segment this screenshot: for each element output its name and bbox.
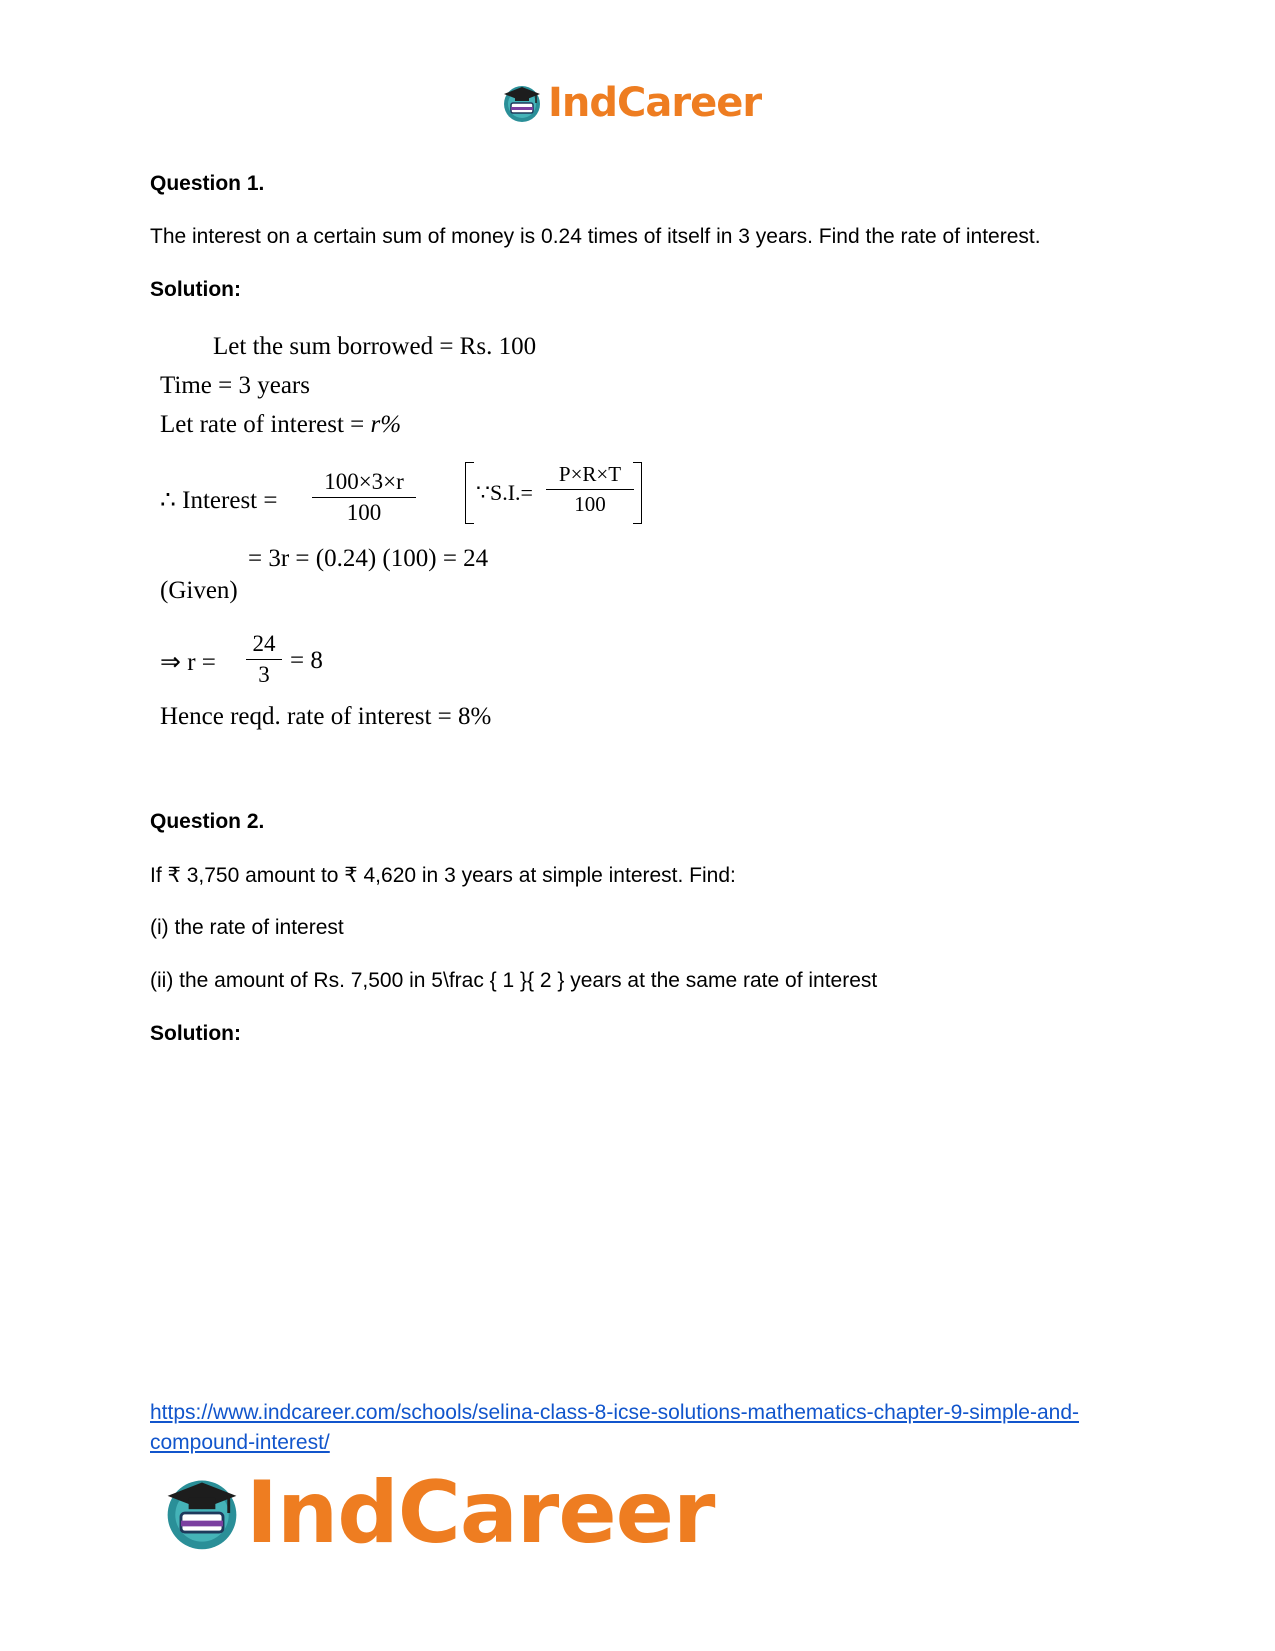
si-formula-bracket: [465, 462, 642, 524]
fraction-denominator: 100: [346, 500, 382, 525]
solution-line-equation: = 3r = (0.24) (100) = 24: [248, 545, 489, 572]
question-2-part-2: (ii) the amount of Rs. 7,500 in 5\frac { 1 }{ 2 } years at the same rate of interest: [150, 969, 878, 992]
solution-line-given: (Given): [160, 577, 238, 604]
solution-line-rate: Let rate of interest = r%: [160, 411, 402, 438]
solution-line-time: Time = 3 years: [160, 372, 310, 399]
r-result: = 8: [290, 647, 323, 674]
question-2-heading: Question 2.: [150, 810, 265, 833]
question-2-text: If ₹ 3,750 amount to ₹ 4,620 in 3 years at simple interest. Find:: [150, 864, 736, 887]
logo-wordmark: IndCareer: [246, 1463, 715, 1563]
question-1-text: The interest on a certain sum of money is 0.24 times of itself in 3 years. Find the rate of interest.: [150, 225, 1041, 248]
question-1-heading: Question 1.: [150, 172, 265, 195]
graduation-cap-globe-icon: [500, 81, 544, 125]
graduation-cap-globe-icon: [160, 1471, 244, 1555]
fraction-numerator: 100×3×r: [312, 469, 416, 498]
r-fraction: $\frac{24}{3}$: [246, 631, 282, 688]
question-1-solution-label: Solution:: [150, 278, 241, 301]
interest-fraction: [312, 469, 416, 526]
question-2-part-1: (i) the rate of interest: [150, 916, 344, 939]
header-logo: [500, 78, 761, 128]
question-2-solution-label: Solution:: [150, 1022, 241, 1045]
logo-wordmark: IndCareer: [548, 80, 762, 126]
source-link[interactable]: https://www.indcareer.com/schools/selina-class-8-icse-solutions-mathematics-chapter-9-simple-and-compound-interest/: [150, 1401, 1080, 1454]
si-label: ∵S.I.=: [476, 480, 533, 505]
solution-line-sum: Let the sum borrowed = Rs. 100: [213, 333, 537, 360]
si-fraction: $\frac{P\times R\times T}{100}$: [546, 462, 634, 517]
r-label: ⇒ r =: [160, 649, 216, 676]
solution-conclusion: Hence reqd. rate of interest = 8%: [160, 703, 492, 730]
interest-label: ∴ Interest =: [160, 487, 278, 514]
footer-logo: [160, 1463, 715, 1563]
